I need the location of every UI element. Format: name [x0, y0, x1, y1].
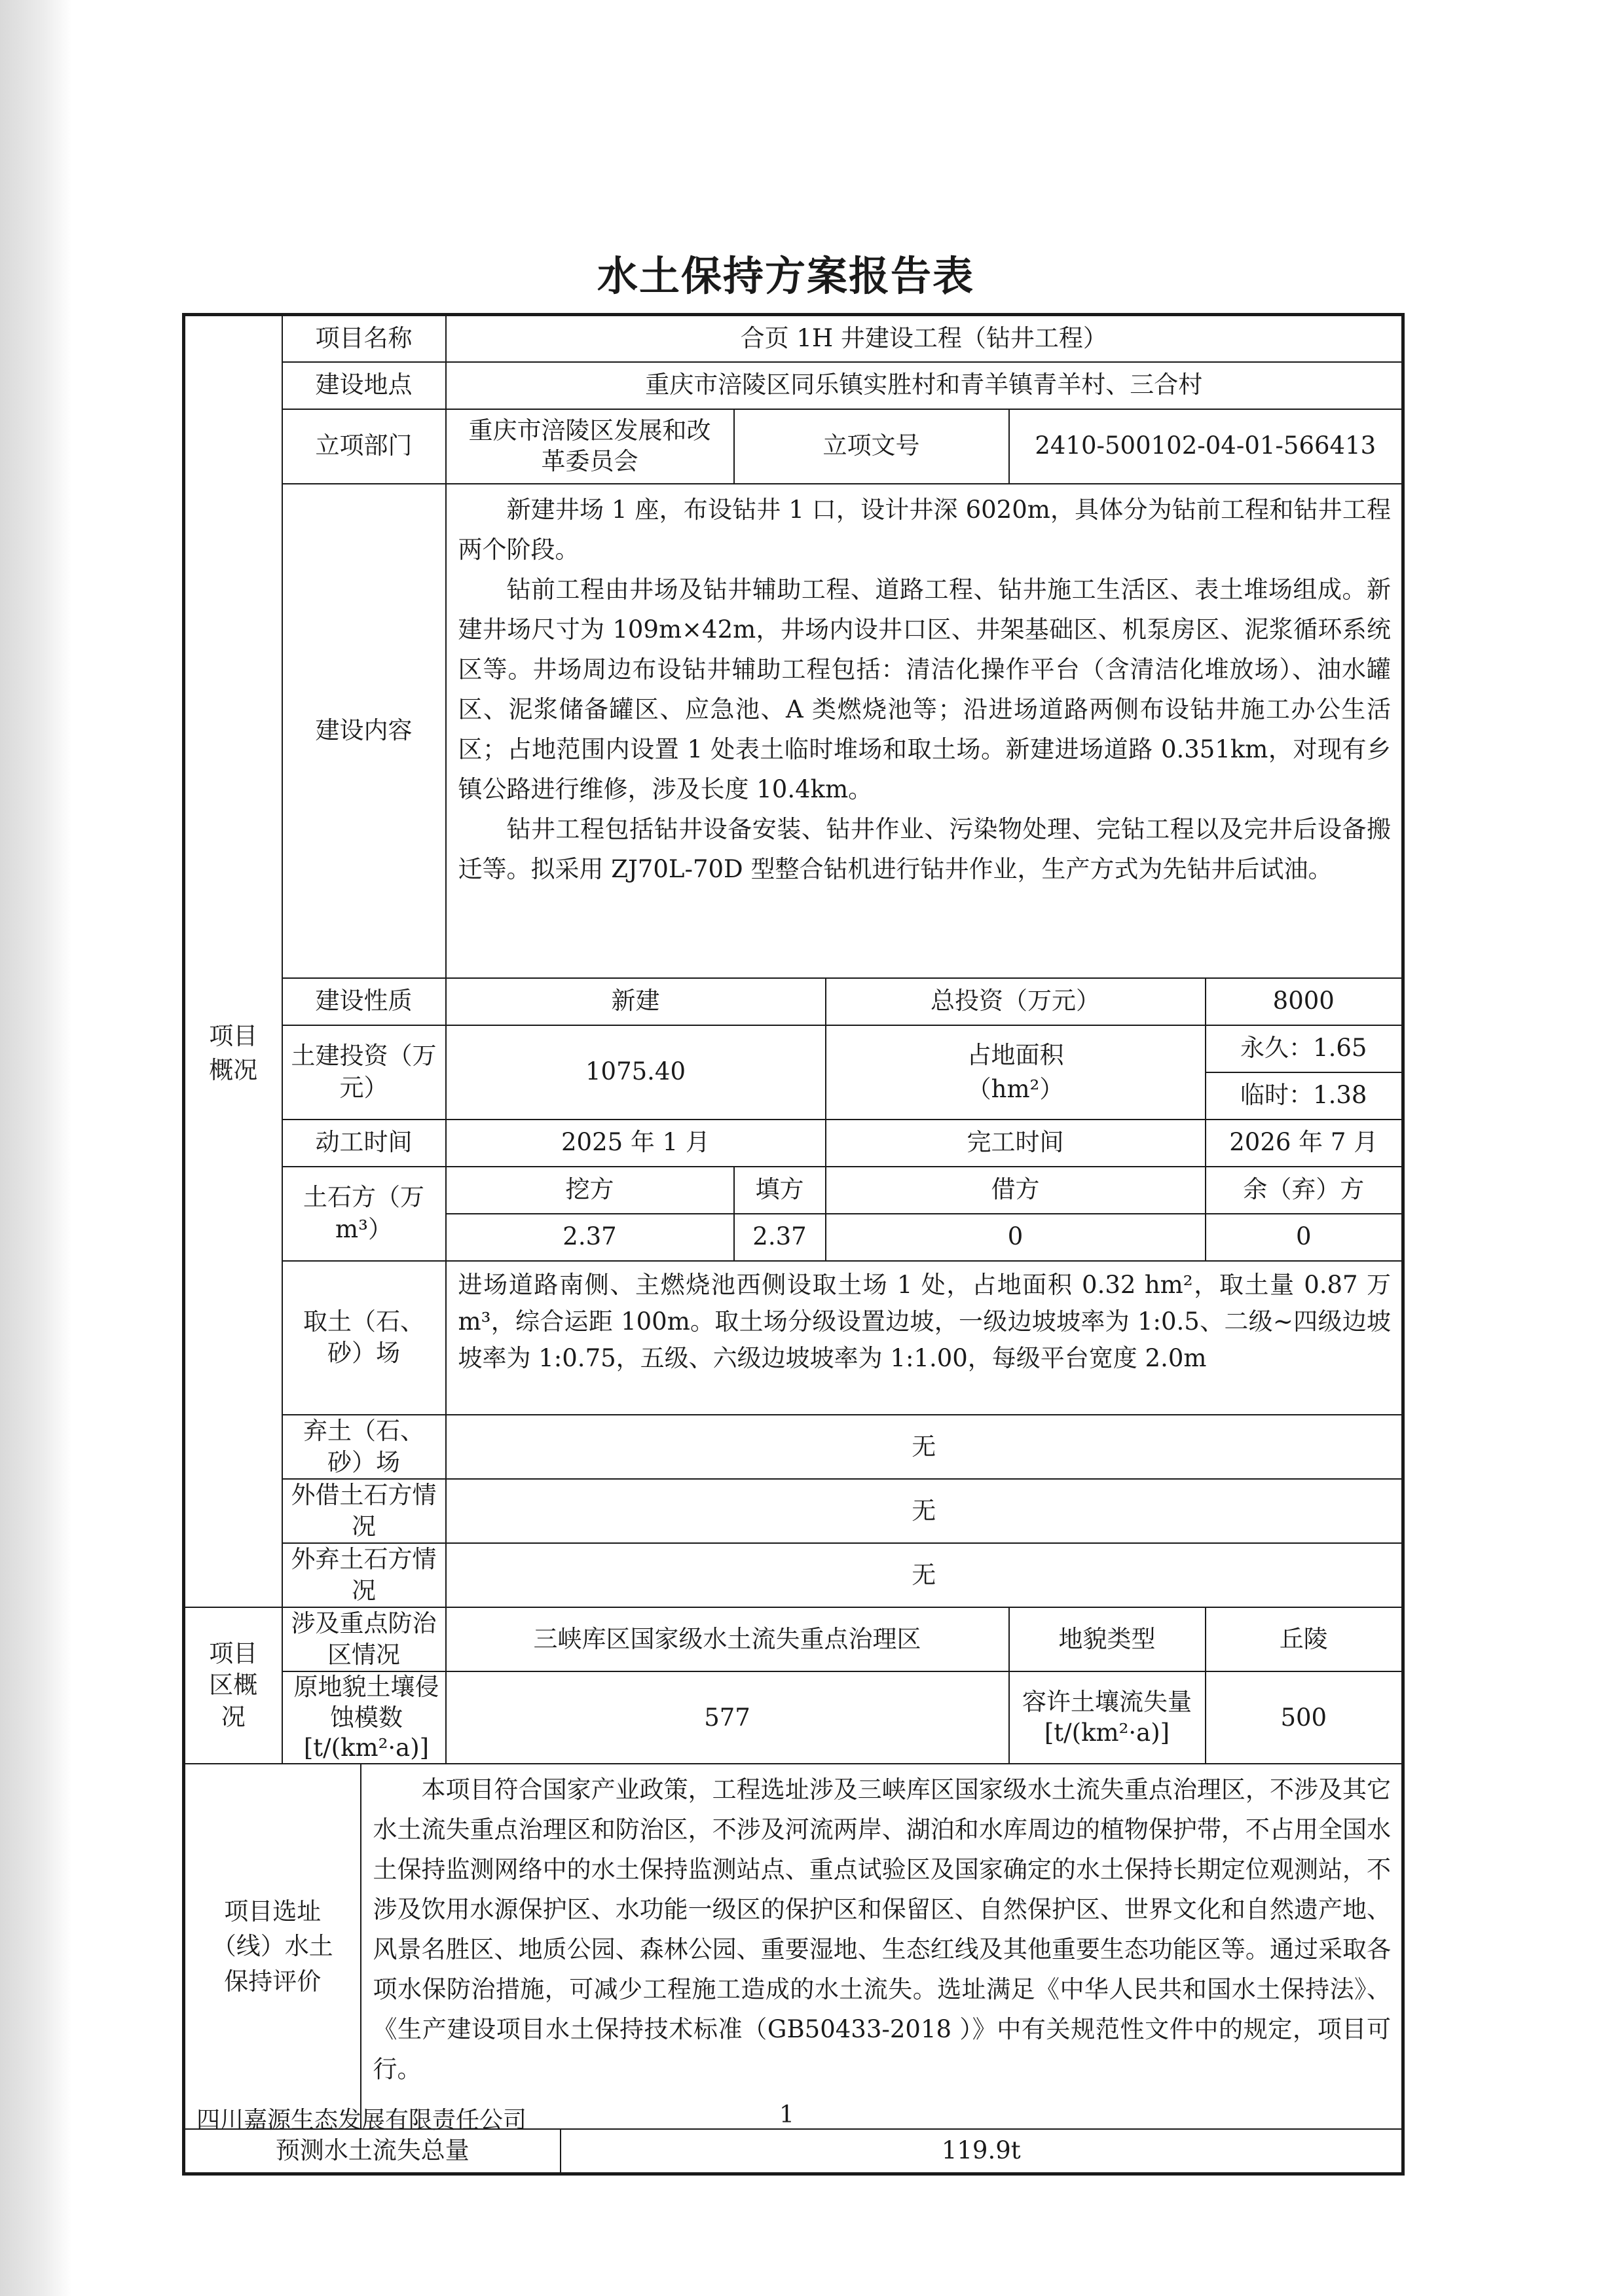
civil-invest-label: 土建投资（万元）: [282, 1025, 446, 1120]
footer-page-number: 1: [779, 2102, 794, 2128]
row-project-name: [184, 315, 1403, 362]
excavation-value: 2.37: [446, 1214, 734, 1261]
content-paragraph: 钻井工程包括钻井设备安装、钻井作业、污染物处理、完钻工程以及完井后设备搬迁等。拟采用 ZJ70L-70D 型整合钻机进行钻井作业，生产方式为先钻井后试油。: [458, 814, 1391, 883]
row-site-evaluation: [184, 1764, 1403, 2129]
project-name-label: 项目名称: [282, 315, 446, 362]
erosion-modulus-label: 原地貌土壤侵蚀模数[t/(km²·a)]: [282, 1671, 446, 1764]
nature-label: 建设性质: [282, 978, 446, 1025]
earthwork-label: 土石方（万 m³）: [282, 1167, 446, 1261]
section-overview-label: 项目概况: [184, 315, 282, 1608]
borrow-site-value: 进场道路南侧、主燃烧池西侧设取土场 1 处，占地面积 0.32 hm²，取土量 0.87 万 m³，综合运距 100m。取土场分级设置边坡，一级边坡坡率为 1:0.5、二级~四级边坡坡率为 1:0.75，五级、六级边坡坡率为 1:1.00，每级平台宽度 2.0m: [446, 1261, 1403, 1415]
footer-company: 四川嘉源生态发展有限责任公司: [196, 2107, 527, 2134]
end-time-value: 2026 年 7 月: [1206, 1120, 1403, 1167]
key-zone-value: 三峡库区国家级水土流失重点治理区: [446, 1607, 1009, 1671]
area-temporary-value: 临时：1.38: [1206, 1072, 1403, 1120]
approval-dept-label: 立项部门: [282, 409, 446, 484]
site-evaluation-value: 本项目符合国家产业政策，工程选址涉及三峡库区国家级水土流失重点治理区，不涉及其它水土流失重点治理区和防治区，不涉及河流两岸、湖泊和水库周边的植物保护带，不占用全国水土保持监测网络中的水土保持监测站点、重点试验区及国家确定的水土保持长期定位观测站，不涉及饮用水源保护区、水功能一级区的保护区和保留区、自然保护区、世界文化和自然遗产地、风景名胜区、地质公园、森林公园、重要湿地、生态红线及其他重要生态功能区等。通过采取各项水保防治措施，可减少工程施工造成的水土流失。选址满足《中华人民共和国水土保持法》、《生产建设项目水土保持技术标准（GB50433-2018 ）》中有关规范性文件中的规定，项目可行。: [361, 1764, 1403, 2129]
row-key-zone: [184, 1607, 1403, 1671]
borrow-label: 借方: [826, 1167, 1206, 1214]
total-invest-value: 8000: [1206, 978, 1403, 1025]
row-content: [184, 484, 1403, 978]
row-schedule: [184, 1120, 1403, 1167]
row-earthwork-header: [184, 1167, 1403, 1214]
erosion-modulus-value: 577: [446, 1671, 1009, 1764]
content-label: 建设内容: [282, 484, 446, 978]
spoil-site-label: 弃土（石、砂）场: [282, 1415, 446, 1479]
predicted-loss-value: 119.9t: [561, 2129, 1403, 2174]
document-title: 水土保持方案报告表: [597, 252, 974, 300]
section-region-label: 项目区概况: [184, 1607, 282, 1764]
spoil-site-value: 无: [446, 1415, 1403, 1479]
external-borrow-value: 无: [446, 1479, 1403, 1543]
project-name-value: 合页 1H 井建设工程（钻井工程）: [446, 315, 1403, 362]
allowable-loss-label: 容许土壤流失量[t/(km²·a)]: [1009, 1671, 1206, 1764]
key-zone-label: 涉及重点防治区情况: [282, 1607, 446, 1671]
start-time-label: 动工时间: [282, 1120, 446, 1167]
content-value: [446, 484, 1403, 978]
allowable-loss-value: 500: [1206, 1671, 1403, 1764]
landform-value: 丘陵: [1206, 1607, 1403, 1671]
external-borrow-label: 外借土石方情况: [282, 1479, 446, 1543]
report-table: [182, 313, 1405, 2176]
predicted-loss-label: 预测水土流失总量: [184, 2129, 561, 2174]
end-time-label: 完工时间: [826, 1120, 1206, 1167]
row-erosion: [184, 1671, 1403, 1764]
location-label: 建设地点: [282, 362, 446, 409]
area-permanent-value: 永久：1.65: [1206, 1025, 1403, 1072]
row-external-borrow: [184, 1479, 1403, 1543]
content-paragraph: 新建井场 1 座，布设钻井 1 口，设计井深 6020m，具体分为钻前工程和钻井工程两个阶段。: [458, 495, 1391, 564]
excavation-label: 挖方: [446, 1167, 734, 1214]
location-value: 重庆市涪陵区同乐镇实胜村和青羊镇青羊村、三合村: [446, 362, 1403, 409]
external-spoil-value: 无: [446, 1543, 1403, 1607]
start-time-value: 2025 年 1 月: [446, 1120, 826, 1167]
row-external-spoil: [184, 1543, 1403, 1607]
borrow-value: 0: [826, 1214, 1206, 1261]
area-label: 占地面积（hm²）: [826, 1025, 1206, 1120]
borrow-site-label: 取土（石、砂）场: [282, 1261, 446, 1415]
approval-no-value: 2410-500102-04-01-566413: [1009, 409, 1403, 484]
nature-value: 新建: [446, 978, 826, 1025]
site-evaluation-label: 项目选址（线）水土保持评价: [184, 1764, 361, 2129]
civil-invest-value: 1075.40: [446, 1025, 826, 1120]
landform-label: 地貌类型: [1009, 1607, 1206, 1671]
fill-value: 2.37: [734, 1214, 826, 1261]
row-location: [184, 362, 1403, 409]
fill-label: 填方: [734, 1167, 826, 1214]
row-nature: [184, 978, 1403, 1025]
row-approval: [184, 409, 1403, 484]
total-invest-label: 总投资（万元）: [826, 978, 1206, 1025]
approval-no-label: 立项文号: [734, 409, 1009, 484]
surplus-label: 余（弃）方: [1206, 1167, 1403, 1214]
row-civil-invest: [184, 1025, 1403, 1072]
row-predicted-loss: [184, 2129, 1403, 2174]
approval-dept-value: 重庆市涪陵区发展和改革委员会: [446, 409, 734, 484]
surplus-value: 0: [1206, 1214, 1403, 1261]
row-borrow-site: [184, 1261, 1403, 1415]
external-spoil-label: 外弃土石方情况: [282, 1543, 446, 1607]
content-paragraph: 钻前工程由井场及钻井辅助工程、道路工程、钻井施工生活区、表土堆场组成。新建井场尺寸为 109m×42m，井场内设井口区、井架基础区、机泵房区、泥浆循环系统区等。井场周边布设钻井辅助工程包括：清洁化操作平台（含清洁化堆放场）、油水罐区、泥浆储备罐区、应急池、A 类燃烧池等；沿进场道路两侧布设钻井施工办公生活区；占地范围内设置 1 处表土临时堆场和取土场。新建进场道路 0.351km，对现有乡镇公路进行维修，涉及长度 10.4km。: [458, 575, 1391, 803]
row-spoil-site: [184, 1415, 1403, 1479]
